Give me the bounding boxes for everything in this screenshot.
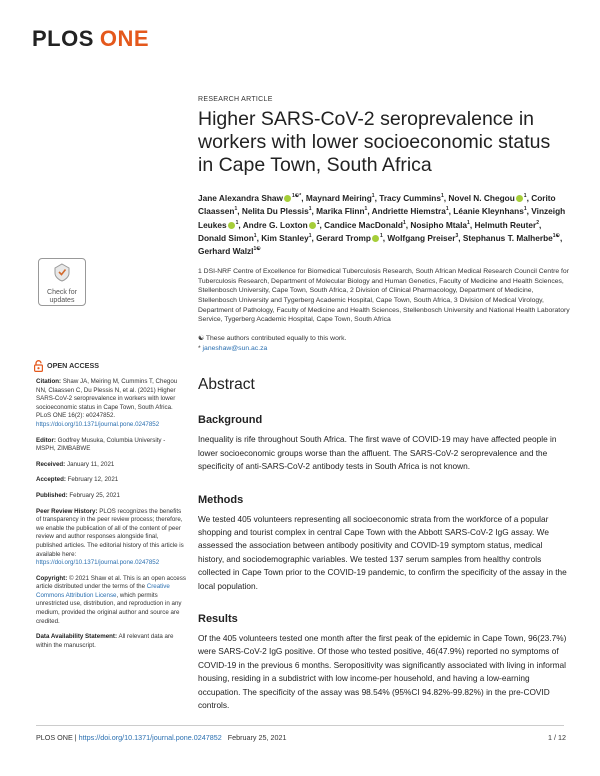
orcid-icon[interactable] — [309, 222, 316, 229]
orcid-icon[interactable] — [372, 235, 379, 242]
check-updates-label — [39, 289, 85, 305]
abstract-section-heading: Background — [198, 414, 263, 427]
article-type: RESEARCH ARTICLE — [198, 96, 273, 103]
author-affiliation-marker: 1☯ — [552, 233, 561, 240]
author-name: Donald Simon — [198, 232, 254, 243]
page-footer — [36, 733, 566, 742]
copyright-block — [36, 575, 186, 627]
abstract-section-text: Inequality is rife throughout South Africa. The first wave of COVID-19 may have affected people in lower socioeconomic groups worse than the affluent. The SARS-CoV-2 seroprevalence and the specificity of anti-SARS-CoV-2 antibody tests in South Africa is not known. — [198, 434, 557, 472]
author-affiliation-marker: 1 — [235, 219, 239, 226]
received-block — [36, 461, 186, 470]
author-name: Nelita Du Plessis — [241, 206, 309, 217]
author-name: Vinzeigh Leukes — [198, 206, 566, 230]
author-affiliation-marker: 1 — [523, 206, 527, 213]
published-date: February 25, 2021 — [69, 491, 120, 499]
affiliations: 1 DSI-NRF Centre of Excellence for Biomedical Tuberculosis Research, South African Medical Research Council Centre for Tuberculosis Research, Department of Molecular Biology and Human Genetics, Faculty of Medicine and Health Sciences, Stellenbosch University, Cape Town, South Africa, 2 Division of Clinical Pharmacology, Department of Medicine, Stellenbosch University and Tygerberg Academic Hospital, Cape Town, South Africa, 3 Division of Medical Virology, Department of Pathology, Faculty of Medicine and Health Sciences, Stellenbosch University and National Health Laboratory Service, Tygerberg Academic Hospital, Cape Town, South Africa — [198, 267, 570, 324]
published-block — [36, 492, 186, 501]
author-name: Andriette Hiemstra — [371, 206, 446, 217]
author-affiliation-marker: 1 — [308, 206, 312, 213]
copyright-label: Copyright: — [36, 574, 68, 582]
peer-review-link[interactable]: https://doi.org/10.1371/journal.pone.0247852 — [36, 559, 160, 567]
equal-contribution-note: ☯ These authors contributed equally to this work. — [198, 335, 347, 343]
accepted-date: February 12, 2021 — [67, 476, 119, 484]
author-affiliation-marker: 1 — [308, 233, 312, 240]
author-affiliation-marker: 1 — [441, 193, 444, 199]
author-notes — [198, 334, 570, 353]
abstract-heading: Abstract — [198, 376, 255, 394]
author-name: Wolfgang Preiser — [387, 232, 456, 243]
footer-divider — [36, 725, 564, 726]
orcid-icon[interactable] — [516, 195, 523, 202]
author-list: Jane Alexandra Shaw $^{1☯*}$, Maynard Meiring$^1$, Tracy Cummins$^1$, Novel N. Chegou $^1$, Corito Claassen$^1$, Nelita Du Plessis$^1$, Marika Flinn$^1$, Andriette Hiemstra$^1$, Léanie Kleynhans$^1$, Vinzeigh Leukes $^1$, Andre G. Loxton $^1$, Candice MacDonald$^1$, Nosipho Mtala$^1$, Helmuth Reuter$^2$, Donald Simon$^1$, Kim Stanley$^1$, Gerard Tromp $^1$, Wolfgang Preiser$^3$, Stephanus T. Malherbe$^{1☯}$, Gerhard Walzl$^{1☯}$ — [198, 192, 566, 257]
abstract-section-heading: Results — [198, 613, 238, 626]
data-availability-block — [36, 633, 186, 650]
author-affiliation-marker: 1 — [234, 206, 238, 213]
author-affiliation-marker: 1 — [371, 193, 375, 199]
orcid-icon[interactable] — [228, 222, 235, 229]
orcid-icon[interactable] — [284, 195, 291, 202]
footer-journal: PLOS ONE — [36, 733, 73, 742]
citation-label: Citation: — [36, 378, 62, 385]
accepted-label: Accepted: — [36, 476, 66, 484]
check-for-updates-badge[interactable] — [38, 258, 86, 306]
email-marker: * — [198, 344, 201, 352]
peer-review-label: Peer Review History: — [36, 507, 98, 515]
check-updates-line1: Check for — [47, 289, 77, 296]
author-affiliation-marker: 1 — [316, 219, 320, 226]
author-name: Léanie Kleynhans — [453, 206, 524, 217]
citation-doi-link[interactable]: https://doi.org/10.1371/journal.pone.0247852 — [36, 420, 160, 428]
footer-separator: | — [72, 733, 79, 742]
abstract-sections — [198, 414, 570, 712]
author-name: Kim Stanley — [261, 232, 309, 243]
open-access-lock-icon — [34, 360, 43, 372]
author-affiliation-marker: 2 — [536, 219, 540, 226]
author-name: Helmuth Reuter — [474, 219, 537, 230]
author-affiliation-marker: 1 — [379, 233, 383, 240]
license-link[interactable]: Creative Commons Attribution License — [36, 583, 170, 599]
page-number: 1 / 12 — [548, 733, 566, 742]
copyright-text: © 2021 Shaw et al. This is an open access article distributed under the terms of the — [36, 574, 186, 591]
author-name: Nosipho Mtala — [410, 219, 468, 230]
editor-block — [36, 437, 186, 454]
article-title: Higher SARS-CoV-2 seroprevalence in workers with lower socioeconomic status in Cape Town, South Africa — [198, 108, 551, 176]
author-affiliation-marker: 1☯ — [253, 246, 261, 253]
author-affiliation-marker: 3 — [455, 233, 459, 240]
author-name: Jane Alexandra Shaw — [198, 192, 284, 203]
open-access-text: OPEN ACCESS — [47, 360, 100, 370]
check-updates-icon — [52, 262, 72, 282]
abstract-section-text: Of the 405 volunteers tested one month after the first peak of the epidemic in Cape Town, 96(23.7%) were SARS-CoV-2 IgG positive. Of those who tested positive, 46(47.9%) reported no symptoms of COVID-19 in the previous 6 months. Seropositivity was significantly associated with living in informal housing, residing in a subdistrict with low income-per household, and having a low-earning occupation. The specificity of the assay was 98.54% (95%CI 94.82%-99.82%) in the pre-COVID controls. — [198, 633, 567, 711]
article-sidebar — [36, 360, 186, 657]
citation-text: Shaw JA, Meiring M, Cummins T, Chegou NN, Claassen C, Du Plessis N, et al. (2021) Higher SARS-CoV-2 seroprevalence in workers with lower socioeconomic status in Cape Town, South Africa. PLoS ONE 16(2): e0247852. — [36, 378, 178, 420]
received-label: Received: — [36, 460, 66, 468]
author-name: Corito Claassen — [198, 192, 556, 217]
data-availability-label: Data Availability Statement: — [36, 633, 118, 641]
abstract-section-text: We tested 405 volunteers representing all socioeconomic strata from the workforce of a popular shopping and tourist complex in central Cape Town with the Abbott SARS-CoV-2 IgG assay. We assessed the association between antibody positivity and COVID-19 symptom status, medical history, and sociodemographic variables. We tested 137 serum samples from healthy controls collected in Cape Town prior to the COVID-19 pandemic, to confirm the specificity of the assay in the local population. — [198, 513, 567, 591]
author-affiliation-marker: 1 — [364, 206, 368, 213]
check-updates-line2: updates — [49, 297, 75, 304]
editor-label: Editor: — [36, 436, 56, 444]
footer-date: February 25, 2021 — [227, 733, 287, 742]
author-affiliation-marker: 1 — [523, 193, 527, 199]
plos-one-logo — [32, 26, 149, 52]
accepted-block — [36, 476, 186, 485]
author-affiliation-marker: 1 — [402, 219, 406, 226]
editor-text: Godfrey Musuka, Columbia University - MSPH, ZIMBABWE — [36, 436, 166, 453]
author-affiliation-marker: 1 — [467, 219, 470, 226]
logo-plos-text: PLOS — [32, 26, 94, 51]
author-affiliation-marker: 1☯* — [292, 193, 302, 199]
author-name: Tracy Cummins — [379, 192, 441, 203]
corresponding-email-link[interactable]: janeshaw@sun.ac.za — [202, 344, 268, 352]
received-date: January 11, 2021 — [66, 460, 115, 468]
peer-review-block — [36, 508, 186, 568]
footer-doi-link[interactable]: https://doi.org/10.1371/journal.pone.0247852 — [78, 733, 222, 742]
abstract-section-heading: Methods — [198, 493, 244, 506]
published-label: Published: — [36, 491, 68, 499]
citation-block — [36, 378, 186, 430]
article-main — [198, 96, 570, 713]
footer-left — [36, 733, 286, 742]
author-name: Stephanus T. Malherbe — [462, 232, 553, 243]
author-affiliation-marker: 1 — [445, 206, 449, 213]
peer-review-text: PLOS recognizes the benefits of transparency in the peer review process; therefore, we enable the publication of all of the content of peer review and author responses alongside final, published articles. The editorial history of this article is available here: — [36, 507, 184, 558]
logo-one-text: ONE — [99, 26, 150, 51]
copyright-text-end: , which permits unrestricted use, distribution, and reproduction in any medium, provided the original author and source are credited. — [36, 591, 182, 625]
author-name: Andre G. Loxton — [242, 219, 308, 230]
open-access-label — [34, 360, 186, 372]
corresponding-email-line — [198, 344, 570, 354]
author-name: Novel N. Chegou — [448, 192, 515, 203]
author-name: Marika Flinn — [316, 206, 365, 217]
author-name: Maynard Meiring — [305, 192, 372, 203]
author-name: Gerhard Walzl — [198, 246, 254, 257]
data-availability-text: All relevant data are within the manuscript. — [36, 633, 174, 649]
author-name: Gerard Tromp — [316, 232, 371, 243]
author-affiliation-marker: 1 — [253, 233, 257, 240]
author-name: Candice MacDonald — [324, 219, 403, 230]
